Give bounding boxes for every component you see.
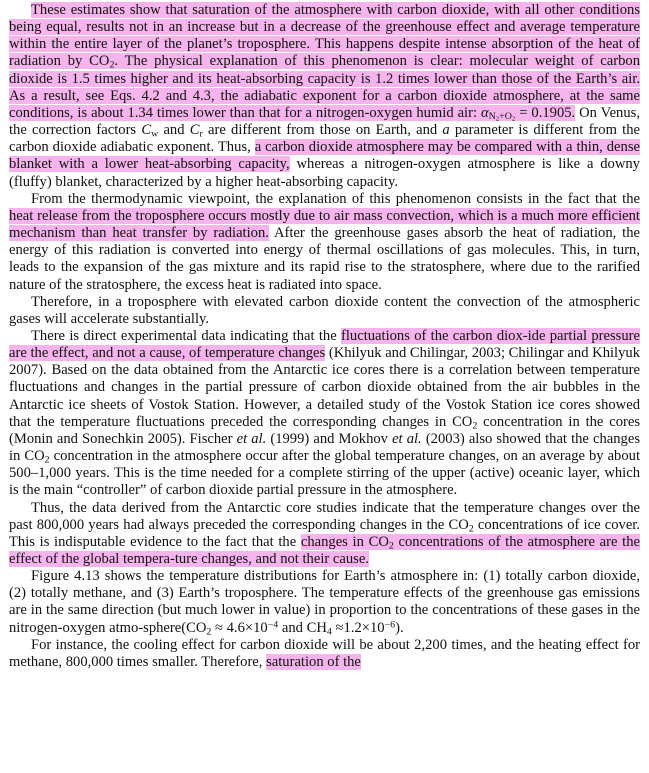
paragraph-saturation-estimates: These estimates show that saturation of the atmosphere with carbon dioxide, with all other conditions being equal, results not in an increase but in a decrease of the greenhouse effect and average temperature within the entire layer of the planet’s troposphere. This happens despite intense absorption of the heat of radiation by $CO_2$. The physical explanation of this phenomenon is clear: molecular weight of carbon dioxide is 1.5 times higher and its heat-absorbing capacity is 1.2 times lower than those of the Earth’s air. As a result, see Eqs. 4.2 and 4.3, the adiabatic exponent for a carbon dioxide atmosphere, at the same conditions, is about 1.34 times lower than that for a nitrogen-oxygen humid air: $\alpha_{N_2+O_2} = 0.1905$. On Venus, the correction factors $C_w$ and $C_r$ are different from those on Earth, and a parameter is different from the carbon dioxide adiabatic exponent. Thus, a carbon dioxide atmosphere may be compared with a thin, dense blanket with a lower heat-absorbing capacity, whereas a nitrogen-oxygen atmosphere is like a downy (fluffy) blanket, characterized by a higher heat-absorbing capacity. <box>9 2 640 190</box>
paragraph-antarctic-core-studies: Thus, the data derived from the Antarctic core studies indicate that the temperature changes over the past 800,000 years had always preceded the corresponding changes in the $CO_2$ concentrations of ice cover. This is indisputable evidence to the fact that the changes in $CO_2$ concentrations of the atmosphere are the effect of the global tempera-ture changes, and not their cause. <box>9 499 641 567</box>
highlighted-text: saturation of the <box>266 653 361 670</box>
paragraph-experimental-data: There is direct experimental data indicating that the fluctuations of the carbon diox-ide partial pressure are the effect, and not a cause, of temperature changes (Khilyuk and Chilingar, 2003; Chilingar and Khilyuk 2007). Based on the data obtained from the Antarctic ice cores there is a correlation between temperature fluctuations and changes in the partial pressure of carbon dioxide obtained from the air bubbles in the Antarctic ice sheets of Vostok Station. However, a detailed study of the Vostok Station ice cores showed that the temperature fluctuations preceded the corresponding changes in $CO_2$ concentration in the cores (Monin and Sonechkin 2005). Fischer et al. (1999) and Mokhov et al. (2003) also showed that the changes in $CO_2$ concentration in the atmosphere occur after the global temperature changes, on an average by about 500–1,000 years. This is the time needed for a complete stirring of the upper (active) oceanic layer, which is the main “controller” of carbon dioxide partial pressure in the atmosphere. <box>9 327 641 499</box>
highlighted-text: fluctuations of the carbon diox-ide partial pressure are the effect, and not a cause, of temperature changes <box>9 327 640 362</box>
highlighted-text: a carbon dioxide atmosphere may be compared with a thin, dense blanket with a lower heat-absorbing capacity, <box>9 139 640 173</box>
paragraph-cooling-effect: For instance, the cooling effect for carbon dioxide will be about 2,200 times, and the heating effect for methane, 800,000 times smaller. Therefore, saturation of the <box>9 636 640 670</box>
paragraph-thermodynamic-viewpoint: From the thermodynamic viewpoint, the explanation of this phenomenon consists in the fact that the heat release from the troposphere occurs mostly due to air mass convection, which is a much more efficient mechanism than heat transfer by radiation. After the greenhouse gases absorb the heat of radiation, the energy of this radiation is converted into energy of thermal oscillations of gas molecules. This, in turn, leads to the expansion of the gas mixture and its rapid rise to the stratosphere, where due to the rarified nature of the stratosphere, the excess heat is radiated into space. <box>9 190 640 293</box>
paragraph-convection-acceleration: Therefore, in a troposphere with elevated carbon dioxide content the convection of the atmospheric gases will accelerate substantially. <box>9 293 640 327</box>
highlighted-text: heat release from the troposphere occurs mostly due to air mass convection, which is a much more efficient mechanism than heat transfer by radiation. <box>9 207 640 242</box>
highlighted-text: changes in $CO_2$ concentrations of the atmosphere are the effect of the global tempera-ture changes, and not their cause. <box>9 533 640 567</box>
highlighted-text: These estimates show that saturation of the atmosphere with carbon dioxide, with all other conditions being equal, results not in an increase but in a decrease of the greenhouse effect and average temperature within the entire layer of the planet’s troposphere. This happens despite intense absorption of the heat of radiation by $CO_2$. The physical explanation of this phenomenon is clear: molecular weight of carbon dioxide is 1.5 times higher and its heat-absorbing capacity is 1.2 times lower than those of the Earth’s air. As a result, see Eqs. 4.2 and 4.3, the adiabatic exponent for a carbon dioxide atmosphere, at the same conditions, is about 1.34 times lower than that for a nitrogen-oxygen humid air: $\alpha_{N_2+O_2} = 0.1905$. <box>9 2 640 124</box>
paragraph-figure-4-13: Figure 4.13 shows the temperature distributions for Earth’s atmosphere in: (1) totally carbon dioxide, (2) totally methane, and (3) Earth’s troposphere. The temperature effects of the greenhouse gas emissions are in the same direction (but much lower in value) in proportion to the concentrations of these gases in the nitrogen-oxygen atmo-$sphere(CO_2 \approx 4.6\times 10^{-4}$ and $CH_4 \approx 1.2\times 10^{-6}$). <box>9 568 640 638</box>
